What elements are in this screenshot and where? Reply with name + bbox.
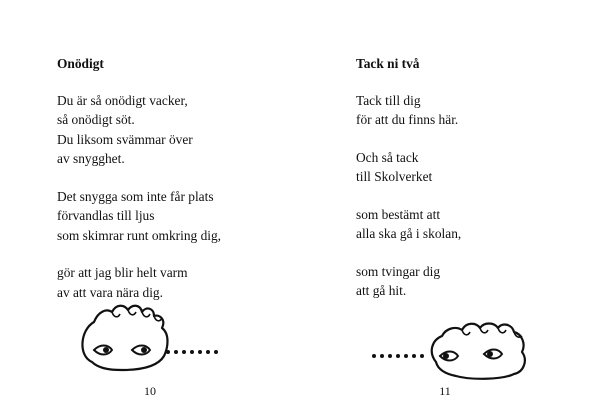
stanza (356, 91, 461, 130)
poem-line: så onödigt söt. (57, 112, 135, 127)
poem-line: Tack till dig (356, 92, 421, 108)
poem-line: gör att jag blir helt varm (57, 265, 188, 280)
cloud-body (82, 306, 167, 370)
pupil-right (487, 351, 493, 357)
pupil-left (103, 347, 109, 353)
cloud-body (432, 324, 525, 379)
poem-line: för att du finns här. (356, 112, 459, 127)
stanza (356, 148, 461, 187)
stanza (57, 91, 221, 169)
poem-line: Det snygga som inte får plats (57, 188, 214, 204)
dotted-trail (166, 350, 218, 354)
pupil-left (443, 353, 449, 359)
poem-line: som skimrar runt omkring dig, (57, 227, 222, 243)
stanza (57, 187, 221, 246)
poem-line: Du är så onödigt vacker, (57, 92, 188, 108)
poem-line: av att vara nära dig. (57, 284, 163, 300)
poem-line: Och så tack (356, 149, 419, 165)
dotted-trail (372, 354, 424, 358)
pupil-right (141, 347, 147, 353)
poem-line: alla ska gå i skolan, (356, 226, 462, 241)
poem-line: som bestämt att (356, 206, 441, 222)
poem-line: av snygghet. (57, 151, 125, 166)
right-page (298, 0, 596, 418)
poem-line: förvandlas till ljus (57, 208, 155, 223)
poem-line: Du liksom svämmar över (57, 131, 193, 147)
cloud-face-doodle-right (366, 314, 536, 386)
stanza (57, 263, 221, 302)
stanza (356, 262, 461, 301)
page-number: 11 (439, 384, 451, 398)
poem-title: Onödigt (57, 56, 104, 71)
poem-tack-ni-tva (356, 54, 461, 319)
poem-title: Tack ni två (356, 56, 420, 71)
poem-line: som tvingar dig (356, 263, 441, 279)
page-number: 10 (144, 384, 156, 398)
poem-line: att gå hit. (356, 283, 407, 298)
cloud-face-doodle-left (72, 300, 232, 380)
poem-onodigt (57, 54, 221, 320)
poem-line: till Skolverket (356, 169, 433, 184)
stanza (356, 205, 461, 244)
